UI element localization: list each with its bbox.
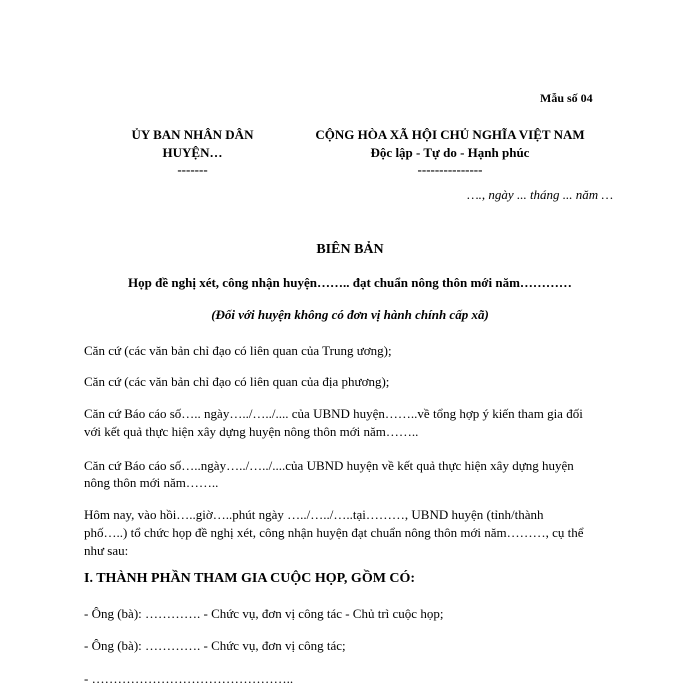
participant-item-1: - Ông (bà): …………. - Chức vụ, đơn vị công tác - Chủ trì cuộc họp; bbox=[84, 606, 444, 621]
meeting-intro-line-3: như sau: bbox=[84, 543, 129, 558]
document-title: BIÊN BẢN bbox=[316, 242, 384, 257]
national-rule: --------------- bbox=[417, 162, 483, 177]
meeting-intro-line-2: phố…..) tổ chức họp đề nghị xét, công nhận huyện đạt chuẩn nông thôn mới năm………, cụ thể bbox=[84, 525, 584, 540]
basis-paragraph-3-line-1: Căn cứ Báo cáo số….. ngày…../…../.... của UBND huyện……..về tổng hợp ý kiến tham gia đối bbox=[84, 406, 583, 421]
participant-item-2: - Ông (bà): …………. - Chức vụ, đơn vị công tác; bbox=[84, 638, 346, 653]
basis-paragraph-1: Căn cứ (các văn bản chỉ đạo có liên quan của Trung ương); bbox=[84, 343, 392, 358]
national-title: CỘNG HÒA XÃ HỘI CHỦ NGHĨA VIỆT NAM bbox=[315, 127, 585, 142]
participant-item-3: - ……………………………………….. bbox=[84, 671, 294, 686]
issuer-rule: ------- bbox=[177, 162, 208, 177]
basis-paragraph-4-line-2: nông thôn mới năm…….. bbox=[84, 475, 219, 490]
issuer-name: ỦY BAN NHÂN DÂN bbox=[131, 127, 254, 142]
form-number: Mẫu số 04 bbox=[540, 91, 593, 105]
basis-paragraph-2: Căn cứ (các văn bản chỉ đạo có liên quan của địa phương); bbox=[84, 374, 390, 389]
basis-paragraph-3-line-2: với kết quả thực hiện xây dựng huyện nông thôn mới năm…….. bbox=[84, 424, 419, 439]
section-1-heading: I. THÀNH PHẦN THAM GIA CUỘC HỌP, GỒM CÓ: bbox=[84, 571, 416, 586]
document-note: (Đối với huyện không có đơn vị hành chính cấp xã) bbox=[211, 307, 489, 322]
basis-paragraph-4-line-1: Căn cứ Báo cáo số…..ngày…../…../....của UBND huyện về kết quả thực hiện xây dựng huyện bbox=[84, 458, 574, 473]
document-subtitle: Họp đề nghị xét, công nhận huyện…….. đạt chuẩn nông thôn mới năm………… bbox=[128, 275, 572, 290]
date-line: …., ngày ... tháng ... năm … bbox=[467, 187, 613, 202]
issuer-district: HUYỆN… bbox=[162, 145, 223, 160]
national-motto: Độc lập - Tự do - Hạnh phúc bbox=[370, 145, 530, 160]
meeting-intro-line-1: Hôm nay, vào hồi…..giờ…..phút ngày …../…../…..tại………, UBND huyện (tỉnh/thành bbox=[84, 507, 544, 522]
